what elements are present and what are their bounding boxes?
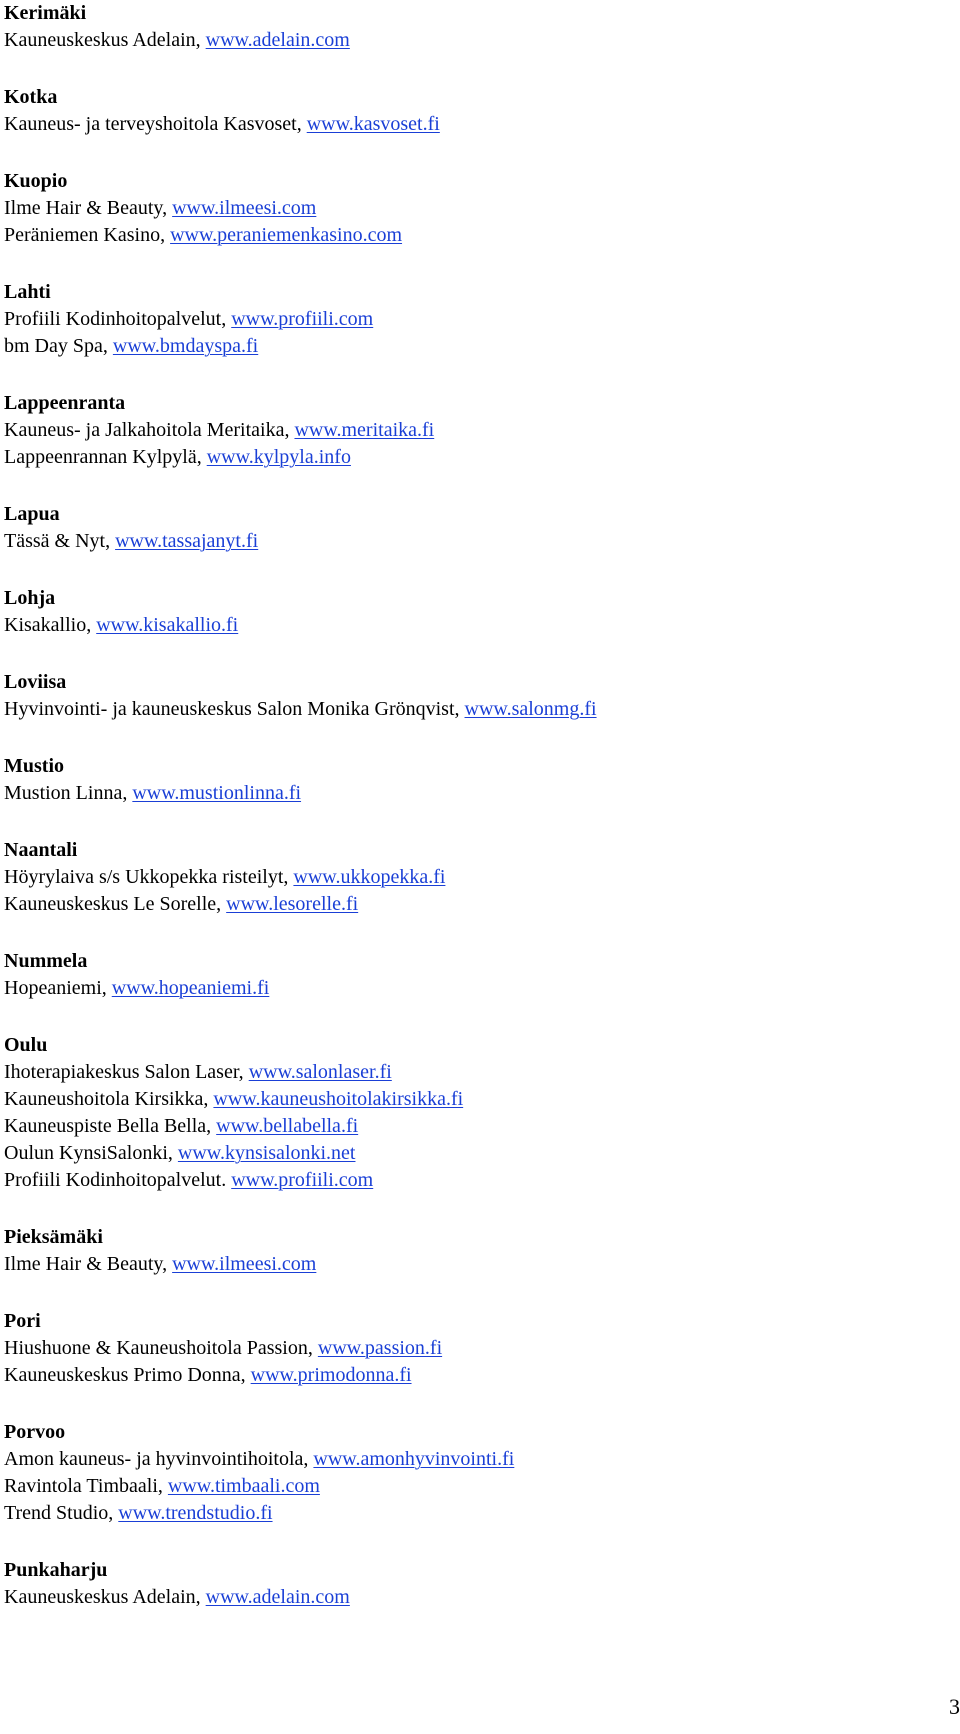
business-name: Kauneus- ja Jalkahoitola Meritaika,: [4, 419, 290, 441]
city-section: [4, 837, 944, 918]
city-heading: Lahti: [4, 281, 51, 303]
city-heading: Lappeenranta: [4, 392, 126, 414]
city-section: [4, 168, 944, 249]
business-name: Kauneus- ja terveyshoitola Kasvoset,: [4, 113, 302, 135]
city-section: [4, 0, 944, 54]
listing-entry: [4, 1086, 944, 1113]
listing-entry: [4, 780, 944, 807]
listing-entry: [4, 891, 944, 918]
listing-entry: [4, 333, 944, 360]
website-link[interactable]: www.lesorelle.fi: [226, 893, 359, 915]
city-section: [4, 753, 944, 807]
city-heading: Naantali: [4, 839, 78, 861]
business-name: Ilme Hair & Beauty,: [4, 197, 168, 219]
listing-entry: [4, 444, 944, 471]
listing-entry: [4, 222, 944, 249]
city-section: [4, 1308, 944, 1389]
website-link[interactable]: www.mustionlinna.fi: [132, 782, 302, 804]
city-heading: Pori: [4, 1310, 41, 1332]
city-heading: Porvoo: [4, 1421, 66, 1443]
business-name: Tässä & Nyt,: [4, 530, 111, 552]
city-heading: Mustio: [4, 755, 64, 777]
listing-entry: [4, 696, 944, 723]
website-link[interactable]: www.meritaika.fi: [294, 419, 435, 441]
website-link[interactable]: www.bmdayspa.fi: [112, 335, 259, 357]
business-name: Oulun KynsiSalonki,: [4, 1142, 173, 1164]
listing-entry: [4, 1251, 944, 1278]
business-name: Profiili Kodinhoitopalvelut.: [4, 1169, 227, 1191]
website-link[interactable]: www.tassajanyt.fi: [115, 530, 259, 552]
website-link[interactable]: www.salonmg.fi: [464, 698, 597, 720]
listing-entry: [4, 1059, 944, 1086]
city-heading: Nummela: [4, 950, 88, 972]
business-name: Kauneuspiste Bella Bella,: [4, 1115, 212, 1137]
business-name: Kauneuskeskus Le Sorelle,: [4, 893, 222, 915]
business-name: Kauneushoitola Kirsikka,: [4, 1088, 209, 1110]
listing-entry: [4, 1446, 944, 1473]
city-heading: Kuopio: [4, 170, 68, 192]
website-link[interactable]: www.ilmeesi.com: [172, 1253, 317, 1275]
city-section: [4, 1032, 944, 1194]
website-link[interactable]: www.kasvoset.fi: [306, 113, 440, 135]
website-link[interactable]: www.kylpyla.info: [206, 446, 351, 468]
business-name: bm Day Spa,: [4, 335, 108, 357]
website-link[interactable]: www.timbaali.com: [167, 1475, 320, 1497]
website-link[interactable]: www.trendstudio.fi: [118, 1502, 273, 1524]
listing-entry: [4, 1473, 944, 1500]
business-name: Hopeaniemi,: [4, 977, 107, 999]
business-name: Mustion Linna,: [4, 782, 128, 804]
business-name: Trend Studio,: [4, 1502, 114, 1524]
website-link[interactable]: www.peraniemenkasino.com: [170, 224, 403, 246]
city-section: [4, 669, 944, 723]
website-link[interactable]: www.bellabella.fi: [216, 1115, 359, 1137]
city-heading: Kotka: [4, 86, 58, 108]
website-link[interactable]: www.passion.fi: [317, 1337, 443, 1359]
listing-entry: [4, 528, 944, 555]
business-name: Ihoterapiakeskus Salon Laser,: [4, 1061, 244, 1083]
city-section: [4, 585, 944, 639]
business-name: Amon kauneus- ja hyvinvointihoitola,: [4, 1448, 309, 1470]
listing-entry: [4, 111, 944, 138]
city-heading: Kerimäki: [4, 2, 87, 24]
business-name: Kauneuskeskus Primo Donna,: [4, 1364, 246, 1386]
business-name: Kauneuskeskus Adelain,: [4, 29, 201, 51]
listing-entry: [4, 1113, 944, 1140]
city-section: [4, 1419, 944, 1527]
city-heading: Pieksämäki: [4, 1226, 103, 1248]
city-section: [4, 279, 944, 360]
website-link[interactable]: www.adelain.com: [205, 1586, 350, 1608]
website-link[interactable]: www.profiili.com: [231, 1169, 374, 1191]
listing-entry: [4, 1500, 944, 1527]
city-heading: Punkaharju: [4, 1559, 108, 1581]
business-name: Kisakallio,: [4, 614, 92, 636]
website-link[interactable]: www.kauneushoitolakirsikka.fi: [213, 1088, 464, 1110]
website-link[interactable]: www.ilmeesi.com: [172, 197, 317, 219]
business-name: Peräniemen Kasino,: [4, 224, 166, 246]
listing-entry: [4, 27, 944, 54]
city-section: [4, 1224, 944, 1278]
business-name: Hyvinvointi- ja kauneuskeskus Salon Monika Grönqvist,: [4, 698, 460, 720]
website-link[interactable]: www.ukkopekka.fi: [293, 866, 446, 888]
city-section: [4, 390, 944, 471]
city-section: [4, 948, 944, 1002]
page-number: 3: [949, 1694, 960, 1719]
listing-entry: [4, 417, 944, 444]
business-name: Kauneuskeskus Adelain,: [4, 1586, 201, 1608]
business-name: Hiushuone & Kauneushoitola Passion,: [4, 1337, 313, 1359]
website-link[interactable]: www.profiili.com: [231, 308, 374, 330]
listing-entry: [4, 1362, 944, 1389]
business-name: Ravintola Timbaali,: [4, 1475, 163, 1497]
listing-entry: [4, 975, 944, 1002]
listing-entry: [4, 1140, 944, 1167]
website-link[interactable]: www.kisakallio.fi: [96, 614, 239, 636]
website-link[interactable]: www.adelain.com: [205, 29, 350, 51]
city-section: [4, 501, 944, 555]
website-link[interactable]: www.amonhyvinvointi.fi: [313, 1448, 515, 1470]
document-body: [4, 0, 944, 1641]
city-heading: Loviisa: [4, 671, 67, 693]
website-link[interactable]: www.kynsisalonki.net: [177, 1142, 356, 1164]
website-link[interactable]: www.salonlaser.fi: [248, 1061, 392, 1083]
listing-entry: [4, 306, 944, 333]
business-name: Ilme Hair & Beauty,: [4, 1253, 168, 1275]
listing-entry: [4, 1335, 944, 1362]
listing-entry: [4, 1584, 944, 1611]
website-link[interactable]: www.hopeaniemi.fi: [111, 977, 270, 999]
website-link[interactable]: www.primodonna.fi: [250, 1364, 412, 1386]
business-name: Lappeenrannan Kylpylä,: [4, 446, 202, 468]
city-heading: Lohja: [4, 587, 56, 609]
business-name: Profiili Kodinhoitopalvelut,: [4, 308, 227, 330]
listing-entry: [4, 1167, 944, 1194]
city-section: [4, 1557, 944, 1611]
listing-entry: [4, 195, 944, 222]
business-name: Höyrylaiva s/s Ukkopekka risteilyt,: [4, 866, 289, 888]
city-heading: Oulu: [4, 1034, 48, 1056]
city-section: [4, 84, 944, 138]
listing-entry: [4, 864, 944, 891]
city-heading: Lapua: [4, 503, 60, 525]
listing-entry: [4, 612, 944, 639]
